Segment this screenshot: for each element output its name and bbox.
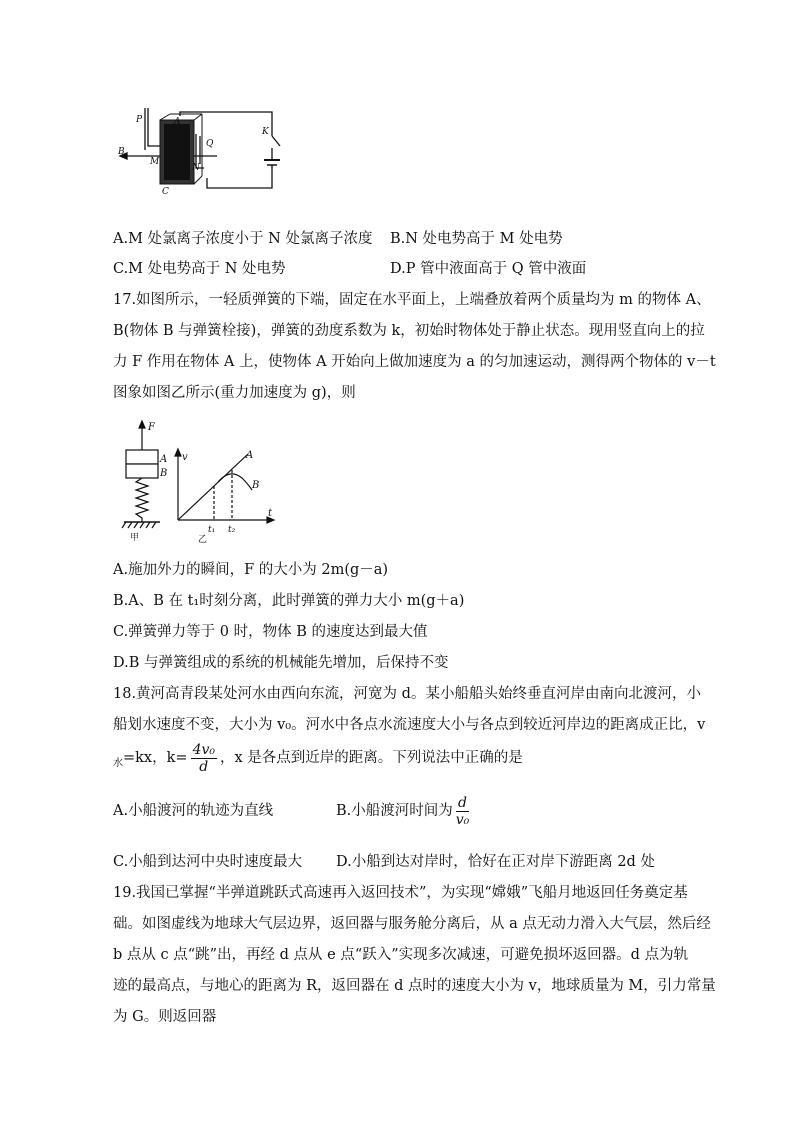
q19-stem-line4: 迹的最高点，与地心的距离为 R，返回器在 d 点时的速度大小为 v，地球质量为 M，引力常量 bbox=[113, 978, 716, 994]
label-block-A: A bbox=[160, 454, 168, 465]
q18-stem-line3 bbox=[113, 740, 523, 782]
q17-option-c: C.弹簧弹力等于 0 时，物体 B 的速度达到最大值 bbox=[113, 624, 428, 640]
figure-electrolysis-circuit bbox=[112, 98, 297, 202]
q18-option-b bbox=[336, 793, 472, 829]
q17-stem-line2: B(物体 B 与弹簧栓接)，弹簧的劲度系数为 k，初始时物体处于静止状态。现用竖直向上的拉 bbox=[113, 323, 705, 339]
q17-option-b: B.A、B 在 t₁时刻分离，此时弹簧的弹力大小 m(g＋a) bbox=[113, 593, 465, 609]
label-C: C bbox=[162, 187, 169, 197]
q19-stem-line3: b 点从 c 点“跳”出，再经 d 点从 e 点“跃入”实现多次减速，可避免损坏返回器。d 点为轨 bbox=[113, 947, 689, 963]
q18-k-fraction bbox=[191, 742, 217, 775]
q18-stem-line1: 18.黄河高青段某处河水由西向东流，河宽为 d。某小船船头始终垂直河岸由南向北渡河，小 bbox=[113, 686, 701, 702]
q18-k-numerator: 4v₀ bbox=[192, 741, 215, 758]
q18-k-prefix: =kx，k= bbox=[123, 750, 188, 766]
q18-k-denominator: d bbox=[199, 758, 209, 775]
q19-stem-line2: 础。如图虚线为地球大气层边界，返回器与服务舱分离后，从 a 点无动力滑入大气层，然后经 bbox=[113, 916, 711, 932]
label-t-axis: t bbox=[268, 508, 273, 519]
figure-spring-vt-graph bbox=[112, 418, 282, 548]
q17-stem-line1: 17.如图所示，一轻质弹簧的下端，固定在水平面上，上端叠放着两个质量均为 m 的物体 A、 bbox=[113, 292, 711, 308]
q18-stem-line2: 船划水速度不变，大小为 v₀。河水中各点水流速度大小与各点到较近河岸边的距离成正比，v bbox=[113, 717, 706, 733]
q16-option-d: D.P 管中液面高于 Q 管中液面 bbox=[390, 261, 587, 277]
label-yi: 乙 bbox=[198, 535, 208, 545]
q18-option-d: D.小船到达对岸时，恰好在正对岸下游距离 2d 处 bbox=[336, 854, 655, 870]
label-N: N bbox=[192, 163, 200, 173]
label-P: P bbox=[136, 115, 143, 125]
label-A: A bbox=[174, 117, 181, 127]
label-curve-B: B bbox=[252, 480, 260, 491]
q17-option-d: D.B 与弹簧组成的系统的机械能先增加，后保持不变 bbox=[113, 655, 449, 671]
label-v-axis: v bbox=[182, 452, 188, 463]
q18-option-a: A.小船渡河的轨迹为直线 bbox=[113, 803, 274, 819]
label-F: F bbox=[148, 422, 155, 433]
label-M: M bbox=[150, 157, 160, 167]
q17-stem-line3: 力 F 作用在物体 A 上，使物体 A 开始向上做加速度为 a 的匀加速运动，测得两个物体的 v－t bbox=[113, 354, 716, 370]
q18-subscript-water: 水 bbox=[113, 757, 123, 769]
q16-option-c: C.M 处电势高于 N 处电势 bbox=[113, 261, 286, 277]
q19-stem-line5: 为 G。则返回器 bbox=[113, 1009, 217, 1025]
q18-option-b-text: B.小船渡河时间为 bbox=[336, 803, 453, 819]
q19-stem-line1: 19.我国已掌握“半弹道跳跃式高速再入返回技术”，为实现“嫦娥”飞船月地返回任务奠定基 bbox=[113, 885, 688, 901]
label-K: K bbox=[262, 127, 269, 137]
label-curve-A: A bbox=[246, 450, 254, 461]
q18-option-c: C.小船到达河中央时速度最大 bbox=[113, 854, 303, 870]
q17-option-a: A.施加外力的瞬间，F 的大小为 2m(g－a) bbox=[113, 562, 389, 578]
q16-option-b: B.N 处电势高于 M 处电势 bbox=[390, 231, 563, 247]
q18-t-numerator: d bbox=[456, 795, 470, 812]
label-Q: Q bbox=[206, 139, 214, 149]
q16-option-a: A.M 处氯离子浓度小于 N 处氯离子浓度 bbox=[113, 231, 373, 247]
label-t1: t₁ bbox=[208, 525, 216, 535]
label-block-B: B bbox=[160, 468, 168, 479]
label-jia: 甲 bbox=[130, 533, 140, 543]
q18-t-fraction bbox=[456, 795, 470, 828]
q18-k-suffix: ，x 是各点到近岸的距离。下列说法中正确的是 bbox=[220, 750, 523, 766]
label-B: B bbox=[118, 147, 125, 157]
label-t2: t₂ bbox=[228, 525, 236, 535]
q18-t-denominator: v₀ bbox=[455, 811, 470, 828]
q17-stem-line4: 图象如图乙所示(重力加速度为 g)，则 bbox=[113, 385, 356, 401]
